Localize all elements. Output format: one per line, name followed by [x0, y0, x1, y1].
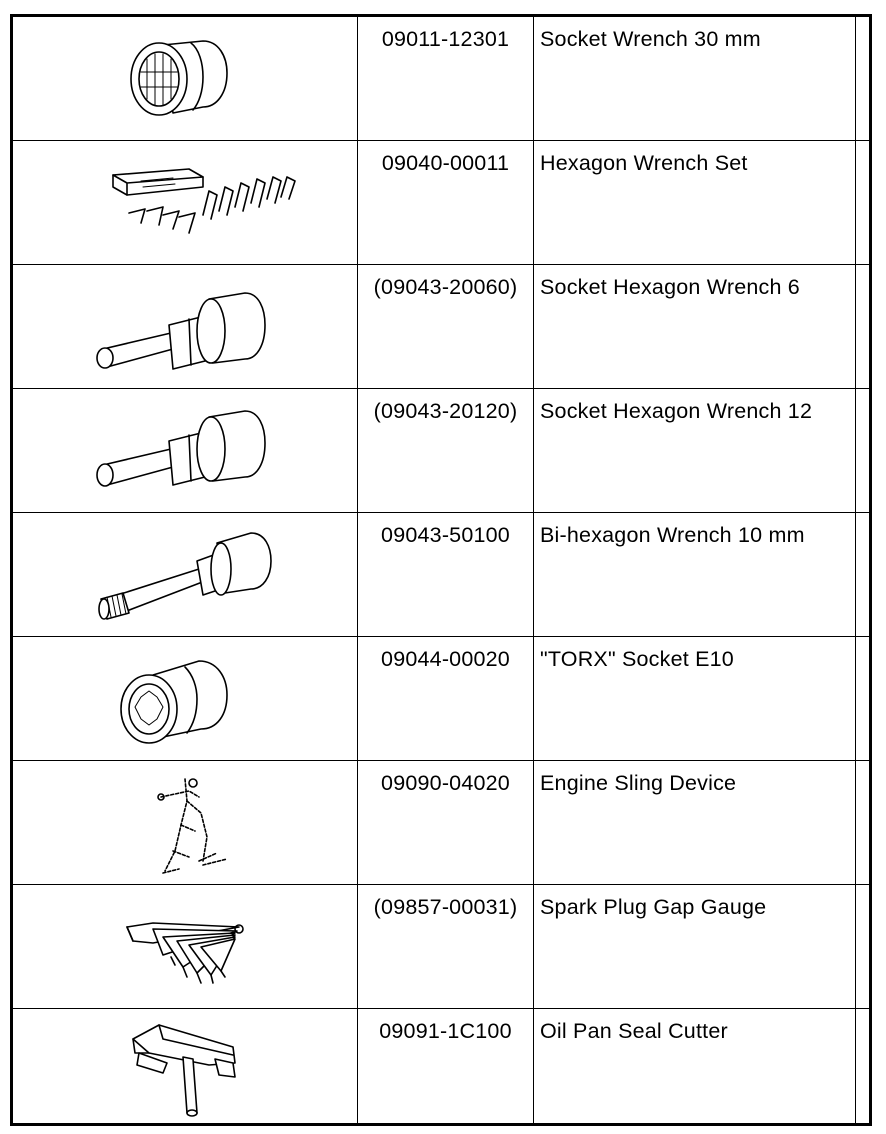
- part-number: 09091-1C100: [358, 1009, 534, 1123]
- table-row: [13, 885, 869, 1009]
- table-row: [13, 513, 869, 637]
- gap-gauge-icon: [13, 885, 358, 1009]
- tool-name: Engine Sling Device: [534, 761, 856, 884]
- tool-illustration-cell: [13, 389, 358, 512]
- table-row: [13, 389, 869, 513]
- table-row: [13, 265, 869, 389]
- socket-hexagon-wrench-icon: [13, 389, 358, 513]
- part-number: 09043-50100: [358, 513, 534, 636]
- hexagon-wrench-set-icon: [13, 141, 358, 265]
- tool-name: Hexagon Wrench Set: [534, 141, 856, 264]
- table-row: [13, 17, 869, 141]
- tool-name: "TORX" Socket E10: [534, 637, 856, 760]
- tool-name: Spark Plug Gap Gauge: [534, 885, 856, 1008]
- tool-illustration-cell: [13, 885, 358, 1008]
- part-number: (09043-20060): [358, 265, 534, 388]
- part-number: 09090-04020: [358, 761, 534, 884]
- special-tools-table: [10, 14, 872, 1126]
- tool-illustration-cell: [13, 513, 358, 636]
- tool-illustration-cell: [13, 141, 358, 264]
- part-number: (09043-20120): [358, 389, 534, 512]
- tool-illustration-cell: [13, 17, 358, 140]
- note-cell: [856, 389, 869, 512]
- tool-illustration-cell: [13, 1009, 358, 1123]
- note-cell: [856, 141, 869, 264]
- note-cell: [856, 513, 869, 636]
- note-cell: [856, 637, 869, 760]
- tool-name: Socket Hexagon Wrench 12: [534, 389, 856, 512]
- tool-name: Bi-hexagon Wrench 10 mm: [534, 513, 856, 636]
- tool-name: Oil Pan Seal Cutter: [534, 1009, 856, 1123]
- tool-illustration-cell: [13, 265, 358, 388]
- note-cell: [856, 761, 869, 884]
- seal-cutter-icon: [13, 1009, 358, 1123]
- tool-illustration-cell: [13, 637, 358, 760]
- tool-illustration-cell: [13, 761, 358, 884]
- socket-wrench-icon: [13, 17, 358, 141]
- part-number: 09044-00020: [358, 637, 534, 760]
- note-cell: [856, 17, 869, 140]
- bi-hexagon-wrench-icon: [13, 513, 358, 637]
- note-cell: [856, 885, 869, 1008]
- part-number: (09857-00031): [358, 885, 534, 1008]
- table-row: [13, 141, 869, 265]
- note-cell: [856, 265, 869, 388]
- part-number: 09011-12301: [358, 17, 534, 140]
- note-cell: [856, 1009, 869, 1123]
- engine-sling-icon: [13, 761, 358, 885]
- table-row: [13, 637, 869, 761]
- part-number: 09040-00011: [358, 141, 534, 264]
- torx-socket-icon: [13, 637, 358, 761]
- table-row: [13, 1009, 869, 1123]
- tool-name: Socket Wrench 30 mm: [534, 17, 856, 140]
- table-row: [13, 761, 869, 885]
- tool-name: Socket Hexagon Wrench 6: [534, 265, 856, 388]
- socket-hexagon-wrench-icon: [13, 265, 358, 389]
